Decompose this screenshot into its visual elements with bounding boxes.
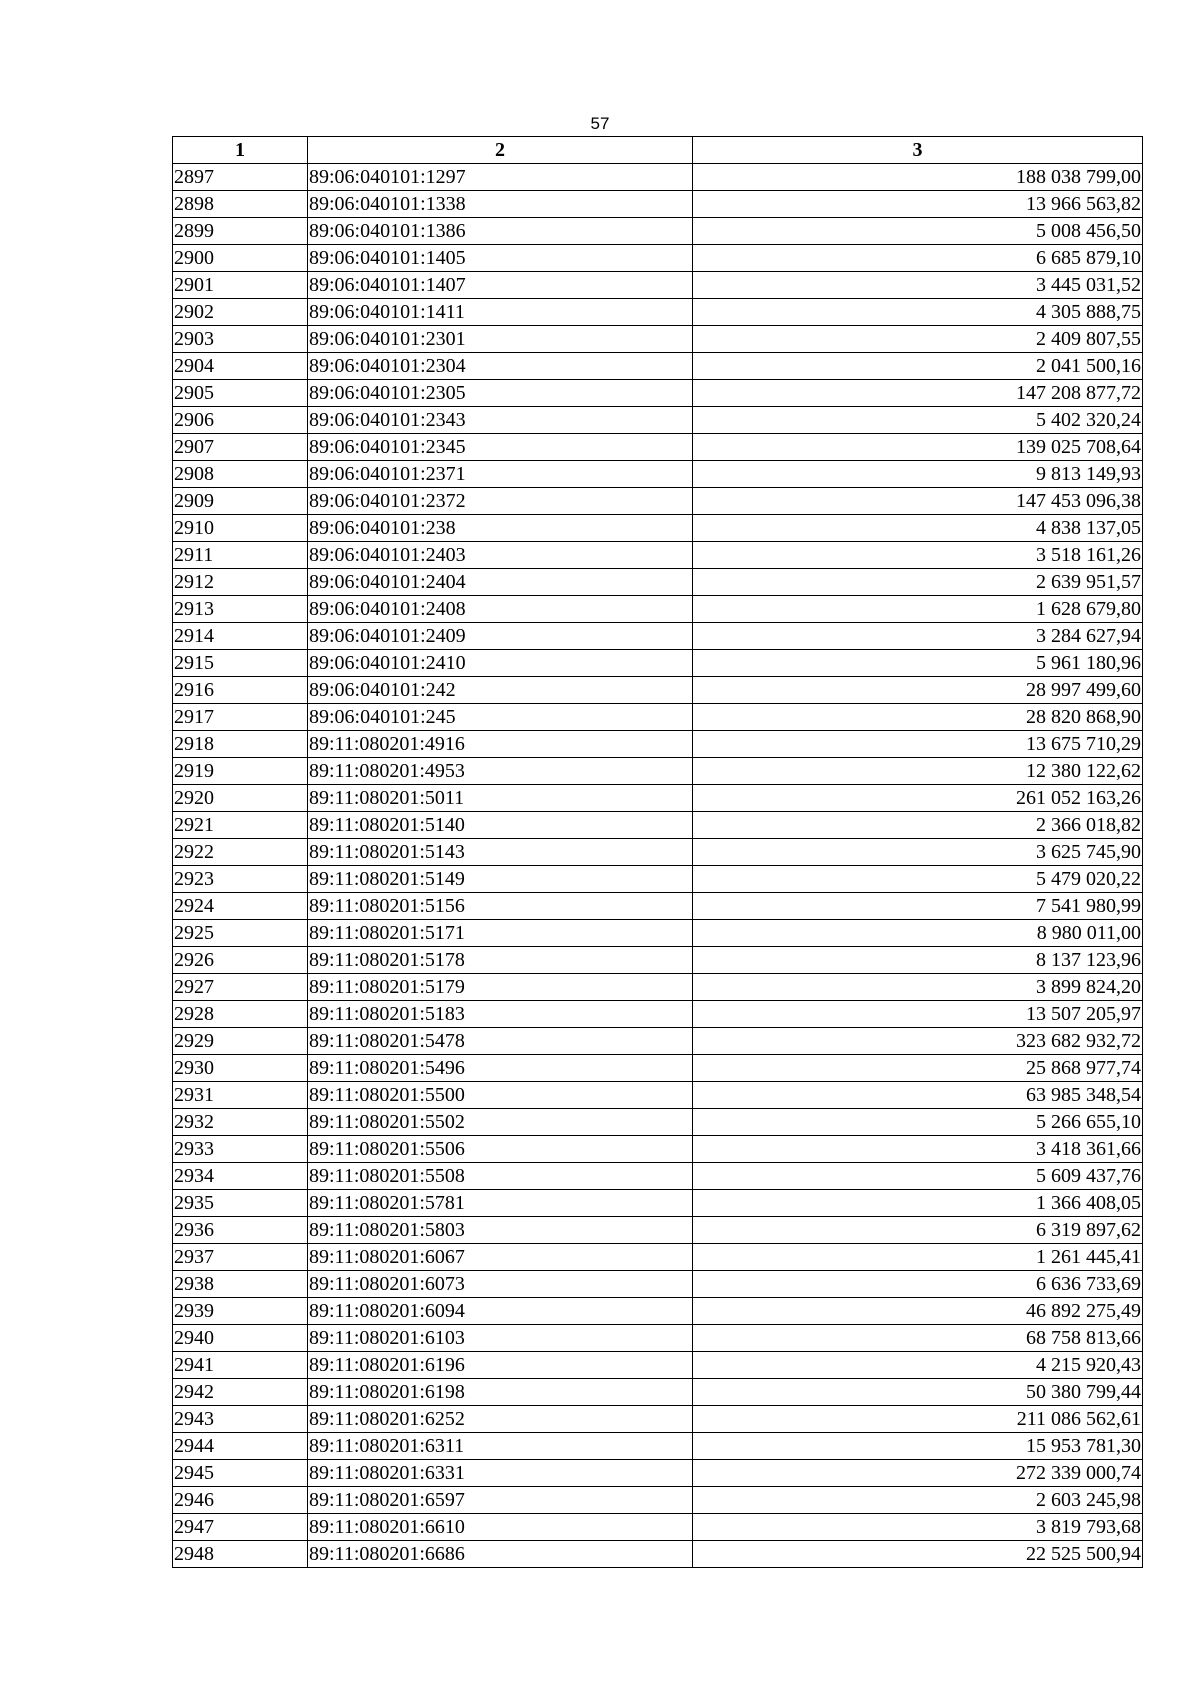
value-cell: 5 402 320,24 (693, 407, 1143, 434)
cadastral-number-cell: 89:11:080201:5178 (308, 947, 693, 974)
cadastral-number-cell: 89:11:080201:6597 (308, 1487, 693, 1514)
value-cell: 68 758 813,66 (693, 1325, 1143, 1352)
cadastral-number-cell: 89:06:040101:2301 (308, 326, 693, 353)
value-cell: 261 052 163,26 (693, 785, 1143, 812)
row-number-cell: 2942 (173, 1379, 308, 1406)
row-number-cell: 2908 (173, 461, 308, 488)
cadastral-number-cell: 89:11:080201:6331 (308, 1460, 693, 1487)
cadastral-number-cell: 89:06:040101:2345 (308, 434, 693, 461)
cadastral-number-cell: 89:11:080201:5781 (308, 1190, 693, 1217)
cadastral-number-cell: 89:11:080201:4953 (308, 758, 693, 785)
table-row (173, 677, 1143, 704)
cadastral-number-cell: 89:11:080201:5171 (308, 920, 693, 947)
table-row (173, 191, 1143, 218)
cadastral-number-cell: 89:11:080201:6067 (308, 1244, 693, 1271)
row-number-cell: 2944 (173, 1433, 308, 1460)
table-row (173, 893, 1143, 920)
row-number-cell: 2928 (173, 1001, 308, 1028)
cadastral-number-cell: 89:11:080201:6311 (308, 1433, 693, 1460)
table-row (173, 839, 1143, 866)
table-row (173, 1082, 1143, 1109)
cadastral-number-cell: 89:11:080201:5508 (308, 1163, 693, 1190)
cadastral-number-cell: 89:06:040101:2372 (308, 488, 693, 515)
value-cell: 188 038 799,00 (693, 164, 1143, 191)
row-number-cell: 2940 (173, 1325, 308, 1352)
value-cell: 1 366 408,05 (693, 1190, 1143, 1217)
cadastral-number-cell: 89:11:080201:5143 (308, 839, 693, 866)
value-cell: 2 366 018,82 (693, 812, 1143, 839)
value-cell: 147 208 877,72 (693, 380, 1143, 407)
row-number-cell: 2933 (173, 1136, 308, 1163)
cadastral-number-cell: 89:06:040101:1411 (308, 299, 693, 326)
table-row (173, 1379, 1143, 1406)
value-cell: 6 636 733,69 (693, 1271, 1143, 1298)
table-row (173, 1298, 1143, 1325)
value-cell: 139 025 708,64 (693, 434, 1143, 461)
cadastral-number-cell: 89:06:040101:2408 (308, 596, 693, 623)
value-cell: 1 261 445,41 (693, 1244, 1143, 1271)
cadastral-number-cell: 89:11:080201:5179 (308, 974, 693, 1001)
row-number-cell: 2927 (173, 974, 308, 1001)
row-number-cell: 2939 (173, 1298, 308, 1325)
table-row (173, 272, 1143, 299)
table-row (173, 1271, 1143, 1298)
header-row (173, 137, 1143, 164)
cadastral-number-cell: 89:06:040101:2304 (308, 353, 693, 380)
cadastral-number-cell: 89:06:040101:2371 (308, 461, 693, 488)
table-row (173, 1514, 1143, 1541)
table-row (173, 1028, 1143, 1055)
table-row (173, 596, 1143, 623)
row-number-cell: 2935 (173, 1190, 308, 1217)
row-number-cell: 2917 (173, 704, 308, 731)
value-cell: 3 418 361,66 (693, 1136, 1143, 1163)
cadastral-number-cell: 89:06:040101:1297 (308, 164, 693, 191)
value-cell: 3 445 031,52 (693, 272, 1143, 299)
cadastral-number-cell: 89:06:040101:242 (308, 677, 693, 704)
table-row (173, 1244, 1143, 1271)
table-row (173, 1001, 1143, 1028)
table-row (173, 299, 1143, 326)
cadastral-number-cell: 89:06:040101:1338 (308, 191, 693, 218)
row-number-cell: 2929 (173, 1028, 308, 1055)
row-number-cell: 2926 (173, 947, 308, 974)
cadastral-number-cell: 89:11:080201:5803 (308, 1217, 693, 1244)
value-cell: 3 284 627,94 (693, 623, 1143, 650)
table-row (173, 407, 1143, 434)
value-cell: 63 985 348,54 (693, 1082, 1143, 1109)
cadastral-number-cell: 89:06:040101:245 (308, 704, 693, 731)
row-number-cell: 2920 (173, 785, 308, 812)
row-number-cell: 2916 (173, 677, 308, 704)
value-cell: 46 892 275,49 (693, 1298, 1143, 1325)
value-cell: 4 838 137,05 (693, 515, 1143, 542)
row-number-cell: 2938 (173, 1271, 308, 1298)
row-number-cell: 2924 (173, 893, 308, 920)
table-row (173, 1487, 1143, 1514)
value-cell: 2 041 500,16 (693, 353, 1143, 380)
table-row (173, 704, 1143, 731)
cadastral-number-cell: 89:11:080201:6198 (308, 1379, 693, 1406)
table-row (173, 1190, 1143, 1217)
table-row (173, 785, 1143, 812)
cadastral-number-cell: 89:11:080201:5140 (308, 812, 693, 839)
value-cell: 9 813 149,93 (693, 461, 1143, 488)
value-cell: 6 685 879,10 (693, 245, 1143, 272)
row-number-cell: 2947 (173, 1514, 308, 1541)
cadastral-number-cell: 89:11:080201:4916 (308, 731, 693, 758)
table-row (173, 569, 1143, 596)
table-header (173, 137, 1143, 164)
cadastral-number-cell: 89:11:080201:5011 (308, 785, 693, 812)
cadastral-number-cell: 89:11:080201:6073 (308, 1271, 693, 1298)
value-cell: 8 137 123,96 (693, 947, 1143, 974)
row-number-cell: 2930 (173, 1055, 308, 1082)
row-number-cell: 2905 (173, 380, 308, 407)
row-number-cell: 2906 (173, 407, 308, 434)
table-row (173, 947, 1143, 974)
value-cell: 3 625 745,90 (693, 839, 1143, 866)
row-number-cell: 2900 (173, 245, 308, 272)
row-number-cell: 2922 (173, 839, 308, 866)
cadastral-number-cell: 89:06:040101:238 (308, 515, 693, 542)
table-row (173, 488, 1143, 515)
cadastral-number-cell: 89:06:040101:2403 (308, 542, 693, 569)
table-row (173, 1109, 1143, 1136)
table-row (173, 326, 1143, 353)
value-cell: 50 380 799,44 (693, 1379, 1143, 1406)
value-cell: 13 675 710,29 (693, 731, 1143, 758)
column-header-1: 1 (173, 137, 308, 164)
cadastral-number-cell: 89:06:040101:1407 (308, 272, 693, 299)
cadastral-number-cell: 89:11:080201:5506 (308, 1136, 693, 1163)
table-row (173, 515, 1143, 542)
cadastral-number-cell: 89:06:040101:2410 (308, 650, 693, 677)
value-cell: 8 980 011,00 (693, 920, 1143, 947)
cadastral-number-cell: 89:06:040101:1405 (308, 245, 693, 272)
cadastral-number-cell: 89:11:080201:6252 (308, 1406, 693, 1433)
value-cell: 7 541 980,99 (693, 893, 1143, 920)
table-row (173, 1163, 1143, 1190)
row-number-cell: 2921 (173, 812, 308, 839)
table-row (173, 920, 1143, 947)
cadastral-number-cell: 89:11:080201:6610 (308, 1514, 693, 1541)
table-row (173, 353, 1143, 380)
value-cell: 25 868 977,74 (693, 1055, 1143, 1082)
value-cell: 3 819 793,68 (693, 1514, 1143, 1541)
table-row (173, 650, 1143, 677)
row-number-cell: 2915 (173, 650, 308, 677)
table-row (173, 974, 1143, 1001)
row-number-cell: 2899 (173, 218, 308, 245)
row-number-cell: 2936 (173, 1217, 308, 1244)
table-row (173, 1136, 1143, 1163)
table-row (173, 866, 1143, 893)
row-number-cell: 2910 (173, 515, 308, 542)
page-number: 57 (590, 114, 610, 133)
row-number-cell: 2919 (173, 758, 308, 785)
value-cell: 28 820 868,90 (693, 704, 1143, 731)
value-cell: 323 682 932,72 (693, 1028, 1143, 1055)
value-cell: 5 609 437,76 (693, 1163, 1143, 1190)
value-cell: 3 899 824,20 (693, 974, 1143, 1001)
table-row (173, 812, 1143, 839)
value-cell: 3 518 161,26 (693, 542, 1143, 569)
row-number-cell: 2912 (173, 569, 308, 596)
row-number-cell: 2911 (173, 542, 308, 569)
table-row (173, 218, 1143, 245)
row-number-cell: 2901 (173, 272, 308, 299)
row-number-cell: 2934 (173, 1163, 308, 1190)
cadastral-number-cell: 89:11:080201:5478 (308, 1028, 693, 1055)
value-cell: 28 997 499,60 (693, 677, 1143, 704)
value-cell: 1 628 679,80 (693, 596, 1143, 623)
table-body (173, 164, 1143, 1568)
table-row (173, 434, 1143, 461)
row-number-cell: 2931 (173, 1082, 308, 1109)
registry-table (172, 136, 1143, 1568)
row-number-cell: 2907 (173, 434, 308, 461)
cadastral-number-cell: 89:06:040101:2404 (308, 569, 693, 596)
table-row (173, 1541, 1143, 1568)
cadastral-number-cell: 89:11:080201:5149 (308, 866, 693, 893)
cadastral-number-cell: 89:11:080201:6686 (308, 1541, 693, 1568)
table-row (173, 1352, 1143, 1379)
cadastral-number-cell: 89:11:080201:6103 (308, 1325, 693, 1352)
table-row (173, 542, 1143, 569)
cadastral-number-cell: 89:11:080201:5502 (308, 1109, 693, 1136)
table-row (173, 245, 1143, 272)
row-number-cell: 2918 (173, 731, 308, 758)
value-cell: 13 507 205,97 (693, 1001, 1143, 1028)
cadastral-number-cell: 89:06:040101:2409 (308, 623, 693, 650)
row-number-cell: 2925 (173, 920, 308, 947)
row-number-cell: 2903 (173, 326, 308, 353)
value-cell: 211 086 562,61 (693, 1406, 1143, 1433)
value-cell: 5 961 180,96 (693, 650, 1143, 677)
value-cell: 2 639 951,57 (693, 569, 1143, 596)
table-row (173, 1460, 1143, 1487)
row-number-cell: 2937 (173, 1244, 308, 1271)
row-number-cell: 2945 (173, 1460, 308, 1487)
table-row (173, 1055, 1143, 1082)
column-header-3: 3 (693, 137, 1143, 164)
row-number-cell: 2909 (173, 488, 308, 515)
value-cell: 4 305 888,75 (693, 299, 1143, 326)
value-cell: 2 409 807,55 (693, 326, 1143, 353)
table-row (173, 623, 1143, 650)
table-row (173, 731, 1143, 758)
table-row (173, 758, 1143, 785)
row-number-cell: 2902 (173, 299, 308, 326)
row-number-cell: 2946 (173, 1487, 308, 1514)
cadastral-number-cell: 89:11:080201:6196 (308, 1352, 693, 1379)
cadastral-number-cell: 89:06:040101:2343 (308, 407, 693, 434)
cadastral-number-cell: 89:06:040101:2305 (308, 380, 693, 407)
row-number-cell: 2897 (173, 164, 308, 191)
table-row (173, 1433, 1143, 1460)
value-cell: 13 966 563,82 (693, 191, 1143, 218)
value-cell: 22 525 500,94 (693, 1541, 1143, 1568)
cadastral-number-cell: 89:11:080201:5183 (308, 1001, 693, 1028)
value-cell: 5 008 456,50 (693, 218, 1143, 245)
row-number-cell: 2914 (173, 623, 308, 650)
table-row (173, 1217, 1143, 1244)
cadastral-number-cell: 89:11:080201:5496 (308, 1055, 693, 1082)
value-cell: 272 339 000,74 (693, 1460, 1143, 1487)
table-row (173, 1325, 1143, 1352)
column-header-2: 2 (308, 137, 693, 164)
value-cell: 15 953 781,30 (693, 1433, 1143, 1460)
value-cell: 147 453 096,38 (693, 488, 1143, 515)
table-row (173, 164, 1143, 191)
cadastral-number-cell: 89:11:080201:6094 (308, 1298, 693, 1325)
row-number-cell: 2932 (173, 1109, 308, 1136)
value-cell: 5 266 655,10 (693, 1109, 1143, 1136)
row-number-cell: 2898 (173, 191, 308, 218)
row-number-cell: 2923 (173, 866, 308, 893)
value-cell: 6 319 897,62 (693, 1217, 1143, 1244)
row-number-cell: 2943 (173, 1406, 308, 1433)
value-cell: 5 479 020,22 (693, 866, 1143, 893)
cadastral-number-cell: 89:11:080201:5500 (308, 1082, 693, 1109)
value-cell: 2 603 245,98 (693, 1487, 1143, 1514)
row-number-cell: 2904 (173, 353, 308, 380)
cadastral-number-cell: 89:11:080201:5156 (308, 893, 693, 920)
row-number-cell: 2941 (173, 1352, 308, 1379)
table-row (173, 380, 1143, 407)
cadastral-number-cell: 89:06:040101:1386 (308, 218, 693, 245)
row-number-cell: 2913 (173, 596, 308, 623)
value-cell: 4 215 920,43 (693, 1352, 1143, 1379)
value-cell: 12 380 122,62 (693, 758, 1143, 785)
table-row (173, 1406, 1143, 1433)
row-number-cell: 2948 (173, 1541, 308, 1568)
table-row (173, 461, 1143, 488)
